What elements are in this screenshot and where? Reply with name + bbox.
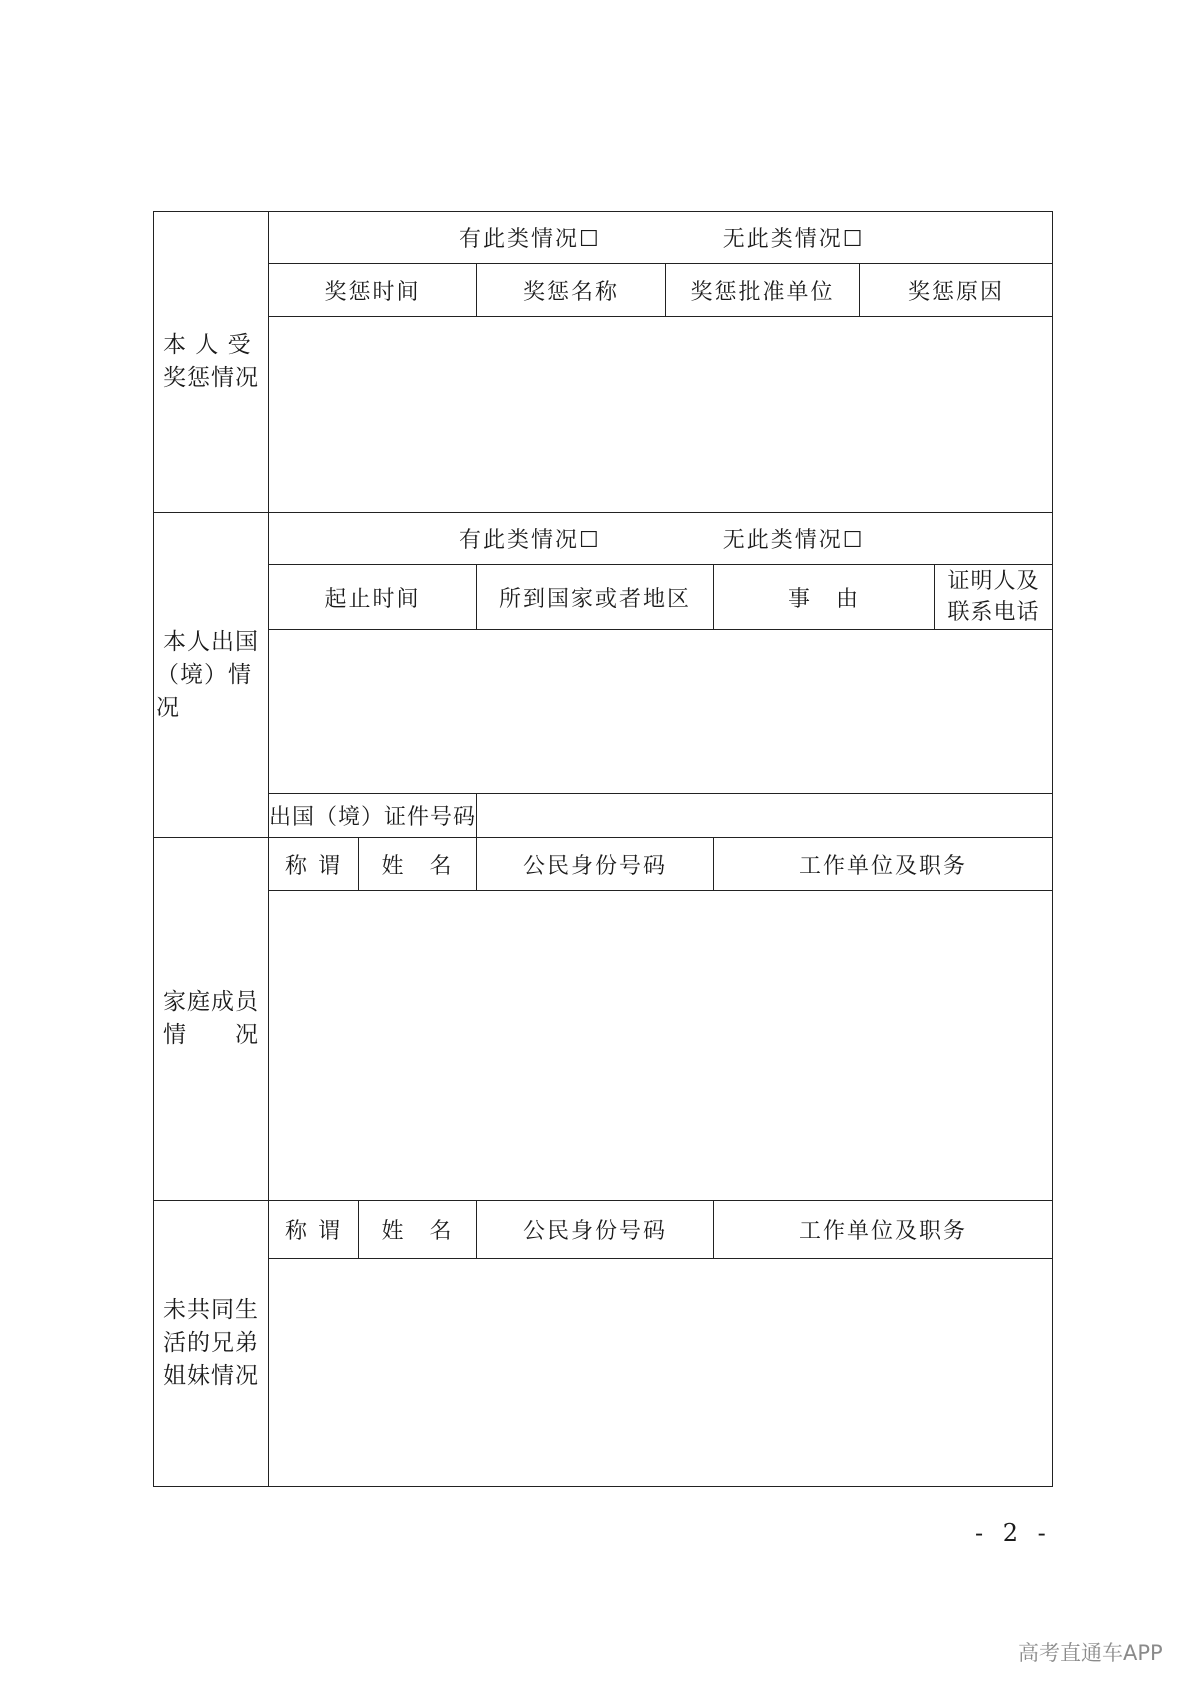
header-cell: 工作单位及职务: [798, 853, 967, 879]
header-row: [269, 838, 1052, 891]
header-cell: 证明人及联系电话: [947, 569, 1040, 625]
abroad-entry-area[interactable]: [269, 630, 1052, 793]
header-row: [269, 565, 1052, 630]
label-line: 姐妹情况: [163, 1363, 259, 1389]
section-siblings: [154, 1200, 1052, 1486]
header-cell: 称 谓: [269, 1201, 359, 1258]
has-case-checkbox[interactable]: 有此类情况☐: [459, 528, 601, 553]
label-line: 奖惩情况: [163, 365, 259, 391]
section-awards: [154, 212, 1052, 512]
no-case-checkbox[interactable]: 无此类情况☐: [722, 528, 865, 553]
header-cell: 姓 名: [359, 838, 477, 890]
header-cell: 奖惩原因: [907, 279, 1004, 305]
watermark: 高考直通车APP: [1018, 1641, 1163, 1665]
header-cell: 奖惩时间: [269, 264, 477, 316]
header-cell: 奖惩批准单位: [666, 264, 860, 316]
passport-row: [269, 793, 1052, 837]
label-line: 本 人 受: [163, 332, 252, 358]
header-cell: 公民身份号码: [477, 1201, 714, 1258]
status-row: [269, 212, 1052, 264]
status-row: [269, 513, 1052, 565]
passport-number-field[interactable]: [477, 794, 1052, 837]
header-cell: 起止时间: [269, 565, 477, 629]
header-row: [269, 264, 1052, 317]
label-line: 情 况: [163, 1022, 259, 1048]
form-table: [153, 211, 1053, 1487]
section-label-family: [154, 838, 269, 1200]
page-number: - 2 -: [975, 1519, 1052, 1547]
header-cell: 奖惩名称: [477, 264, 666, 316]
label-line: 活的兄弟: [163, 1330, 259, 1356]
label-line: 未共同生: [163, 1297, 259, 1323]
label-line: 本人出国: [163, 628, 259, 655]
header-cell: 公民身份号码: [477, 838, 714, 890]
header-cell: 姓 名: [359, 1201, 477, 1258]
header-cell: 所到国家或者地区: [477, 565, 714, 629]
family-entry-area[interactable]: [269, 891, 1052, 1200]
passport-label: 出国（境）证件号码: [269, 794, 477, 837]
header-row: [269, 1201, 1052, 1259]
section-label-abroad: [154, 513, 269, 837]
awards-entry-area[interactable]: [269, 317, 1052, 512]
header-cell: 工作单位及职务: [798, 1219, 967, 1244]
has-case-checkbox[interactable]: 有此类情况☐: [459, 227, 601, 252]
label-line: 家庭成员: [163, 989, 259, 1015]
header-cell: 事 由: [714, 565, 935, 629]
no-case-checkbox[interactable]: 无此类情况☐: [722, 227, 865, 252]
section-label-awards: [154, 212, 269, 512]
header-cell: 称 谓: [269, 838, 359, 890]
label-line: （境）情况: [156, 661, 252, 721]
siblings-entry-area[interactable]: [269, 1259, 1052, 1486]
section-family: [154, 837, 1052, 1200]
section-abroad: [154, 512, 1052, 837]
section-label-siblings: [154, 1201, 269, 1486]
